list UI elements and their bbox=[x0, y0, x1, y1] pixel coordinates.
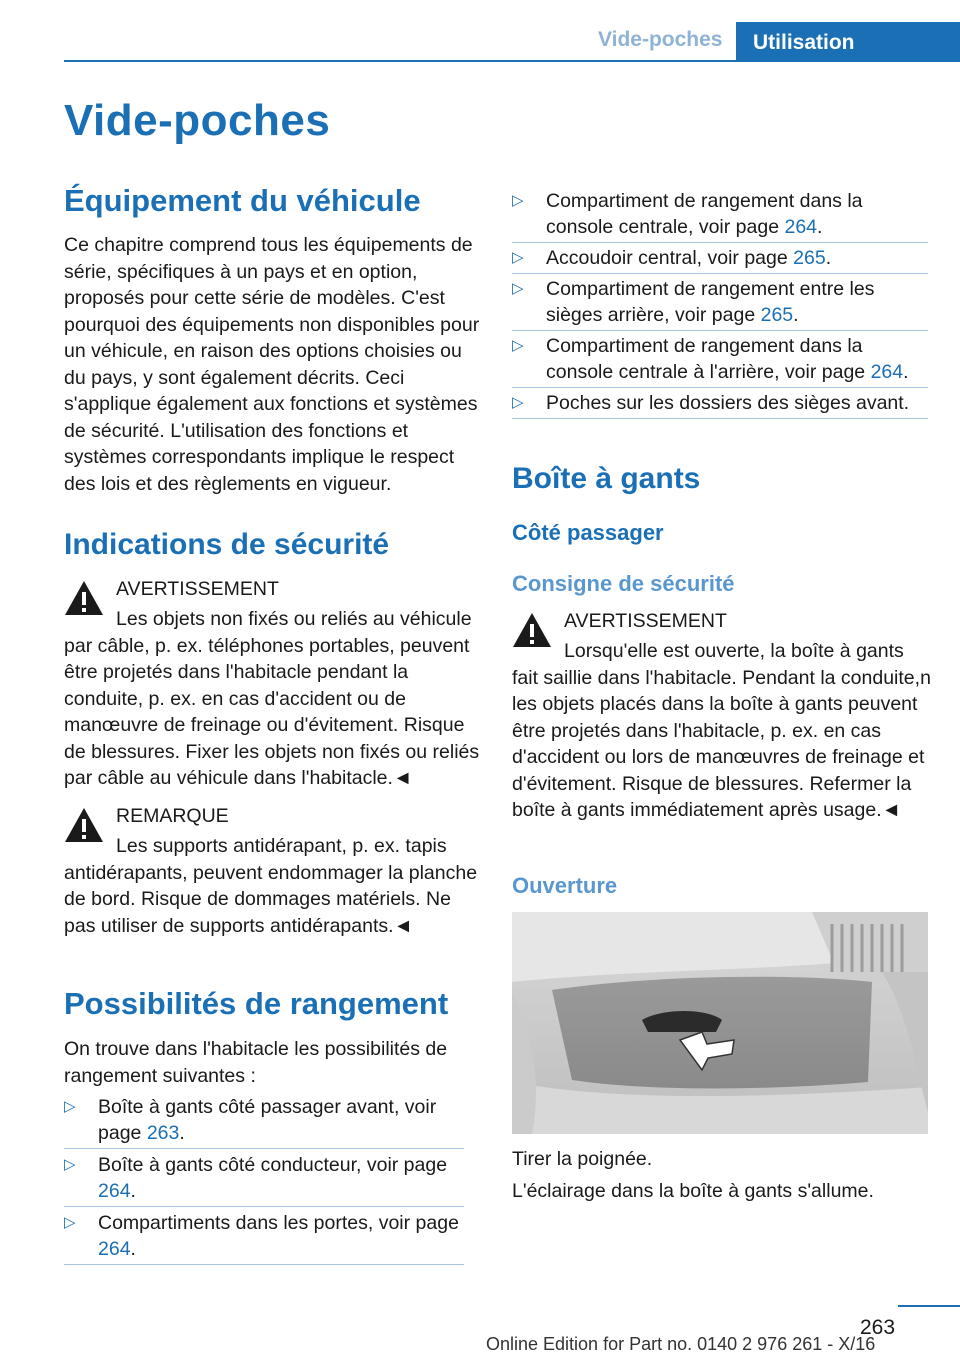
storage-heading: Possibilités de rangement bbox=[64, 986, 449, 1021]
page-link[interactable]: 264 bbox=[98, 1238, 131, 1260]
list-item-text: Accoudoir central, voir page bbox=[546, 247, 794, 269]
page-title: Vide-poches bbox=[64, 96, 331, 145]
bullet-triangle-icon: ▷ bbox=[64, 1156, 76, 1173]
list-item bbox=[512, 390, 928, 416]
list-item-end: . bbox=[793, 304, 799, 326]
page-header bbox=[0, 0, 960, 62]
page-link[interactable]: 264 bbox=[870, 361, 904, 383]
bullet-triangle-icon: ▷ bbox=[512, 280, 524, 297]
list-item-text: Compartiment de rangement entre les sièges arrière, voir page bbox=[546, 278, 875, 326]
step-light-on: L'éclairage dans la boîte à gants s'allume. bbox=[512, 1180, 874, 1202]
list-item-text: Poches sur les dossiers des sièges avant. bbox=[546, 392, 910, 414]
equipment-text: Ce chapitre comprend tous les équipements de série, spécifiques à un pays et en option, proposés pour cette série de modèles. C'est pourquoi des équipements non disponibles pour un véhicule, en raison des options choisies ou du pays, y sont également décrits. Ceci s'applique également aux fonctions et systèmes de sécurité. L'utilisation des fonctions et systèmes correspondants implique le respect des lois et des règlements en vigueur. bbox=[64, 234, 480, 495]
glovebox-heading: Boîte à gants bbox=[512, 462, 701, 495]
glovebox-illustration bbox=[512, 912, 928, 1134]
list-item bbox=[512, 333, 928, 385]
page-number: 263 bbox=[860, 1316, 896, 1339]
list-item bbox=[512, 188, 928, 240]
bullet-triangle-icon: ▷ bbox=[64, 1098, 76, 1115]
list-item-text: Boîte à gants côté conducteur, voir page bbox=[98, 1154, 448, 1176]
list-item bbox=[512, 276, 928, 328]
list-item-text: Boîte à gants côté passager avant, voir page bbox=[98, 1096, 437, 1144]
glovebox-photo bbox=[512, 912, 928, 1134]
edition-footer: Online Edition for Part no. 0140 2 976 261 - X/16 bbox=[486, 1334, 876, 1354]
storage-intro: On trouve dans l'habitacle les possibilités de rangement suivantes : bbox=[64, 1038, 448, 1087]
equipment-heading: Équipement du véhicule bbox=[64, 183, 421, 218]
page-link[interactable]: 265 bbox=[793, 247, 826, 269]
warning-text: Les objets non fixés ou reliés au véhicule par câble, p. ex. téléphones portables, peuvent être projetés dans l'habitacle pendant la conduite, p. ex. en cas d'accident ou de manœuvre de freinage ou d'évitement. Risque de blessures. Fixer les objets non fixés ou reliés par câble au véhicule dans l'habitacle.◄ bbox=[64, 608, 480, 789]
storage-list-left bbox=[64, 1094, 464, 1267]
list-item-end: . bbox=[817, 216, 823, 238]
opening-heading: Ouverture bbox=[512, 873, 618, 898]
warning-label: AVERTISSEMENT bbox=[564, 610, 727, 632]
page-link[interactable]: 263 bbox=[146, 1122, 180, 1144]
bullet-triangle-icon: ▷ bbox=[512, 249, 524, 266]
notice-block bbox=[64, 803, 482, 937]
list-item bbox=[512, 245, 928, 271]
bullet-triangle-icon: ▷ bbox=[64, 1214, 76, 1231]
bullet-triangle-icon: ▷ bbox=[512, 337, 524, 354]
list-item-end: . bbox=[903, 361, 909, 383]
page-link[interactable]: 264 bbox=[98, 1180, 131, 1202]
header-rule bbox=[64, 60, 960, 62]
warning-block-1 bbox=[64, 576, 482, 789]
header-section-title: Vide-poches bbox=[598, 28, 723, 51]
notice-text: Les supports antidérapant, p. ex. tapis antidérapants, peuvent endommager la planche de bord. Risque de dommages matériels. Ne pas utiliser de supports antidérapants.◄ bbox=[64, 835, 478, 937]
glovebox-safety-heading: Consigne de sécurité bbox=[512, 571, 735, 596]
page-link[interactable]: 265 bbox=[760, 304, 794, 326]
glovebox-warning-block bbox=[512, 608, 932, 848]
list-item-end: . bbox=[179, 1122, 185, 1144]
step-pull-handle: Tirer la poignée. bbox=[512, 1148, 653, 1170]
list-item-text: Compartiment de rangement dans la console centrale à l'arrière, voir page bbox=[546, 335, 871, 383]
notice-label: REMARQUE bbox=[116, 805, 229, 827]
footer-rule bbox=[898, 1305, 960, 1307]
page-link[interactable]: 264 bbox=[784, 216, 818, 238]
list-item-text: Compartiments dans les portes, voir page bbox=[98, 1212, 459, 1234]
list-item-end: . bbox=[130, 1180, 136, 1202]
safety-heading: Indications de sécurité bbox=[64, 528, 390, 561]
glovebox-subheading: Côté passager bbox=[512, 520, 664, 545]
list-item bbox=[64, 1152, 464, 1204]
warning-label: AVERTISSEMENT bbox=[116, 578, 279, 600]
warning-text: Lorsqu'elle est ouverte, la boîte à gants fait saillie dans l'habitacle. Pendant la conduite,n les objets placés dans la boîte à gants peuvent être projetés dans l'habitacle, p. ex. en cas d'accident ou lors de manœuvres de freinage et d'évitement. Risque de blessures. Refermer la boîte à gants immédiatement après usage.◄ bbox=[512, 640, 931, 821]
list-item-end: . bbox=[130, 1238, 136, 1260]
header-chapter-tab: Utilisation bbox=[736, 22, 960, 62]
storage-list-right bbox=[512, 188, 928, 421]
list-item-text: Compartiment de rangement dans la console centrale, voir page bbox=[546, 190, 863, 238]
list-item bbox=[64, 1094, 464, 1146]
list-item bbox=[64, 1210, 464, 1262]
bullet-triangle-icon: ▷ bbox=[512, 192, 524, 209]
bullet-triangle-icon: ▷ bbox=[512, 394, 524, 411]
list-item-end: . bbox=[825, 247, 832, 269]
